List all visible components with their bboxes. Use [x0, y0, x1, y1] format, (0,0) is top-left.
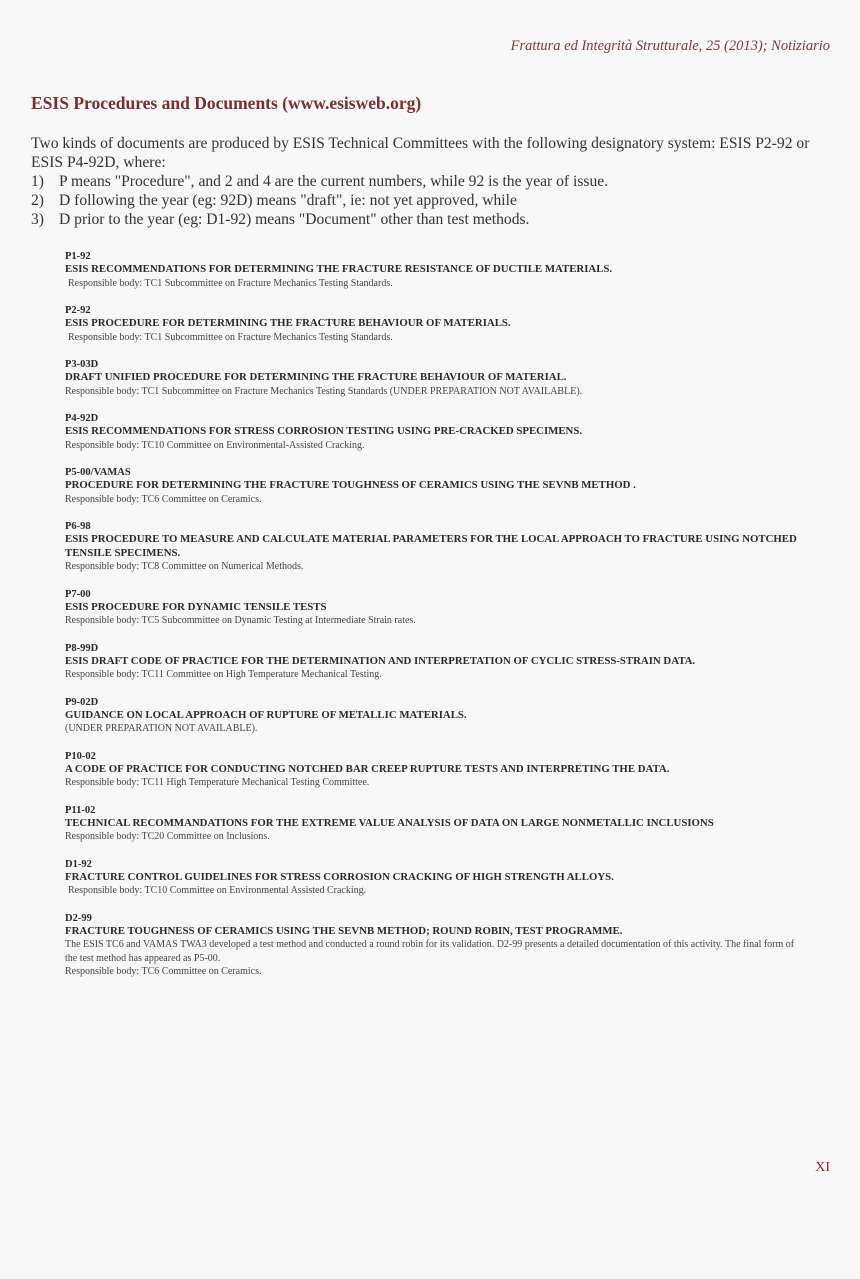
list-item: [31, 191, 831, 210]
list-item-number: 3): [31, 211, 44, 228]
document-responsible-body: Responsible body: TC8 Committee on Numerical Methods.: [65, 561, 304, 572]
document-code: P11-02: [65, 804, 96, 816]
document-title: FRACTURE TOUGHNESS OF CERAMICS USING THE SEVNB METHOD; ROUND ROBIN, TEST PROGRAMME.: [65, 924, 623, 937]
document-entry-p11-02: [65, 804, 805, 844]
intro-block: [31, 134, 831, 229]
document-entry-p6-98: [65, 520, 805, 574]
document-entry-p4-92d: [65, 412, 805, 452]
document-title: TECHNICAL RECOMMANDATIONS FOR THE EXTREME VALUE ANALYSIS OF DATA ON LARGE NONMETALLIC INCLUSIONS: [65, 816, 714, 829]
document-code: D2-99: [65, 912, 92, 924]
document-responsible-body: Responsible body: TC1 Subcommittee on Fracture Mechanics Testing Standards.: [68, 277, 393, 289]
list-item-text: D following the year (eg: 92D) means "draft", ie: not yet approved, while: [59, 192, 517, 209]
list-item: [31, 172, 831, 191]
document-title: A CODE OF PRACTICE FOR CONDUCTING NOTCHED BAR CREEP RUPTURE TESTS AND INTERPRETING THE DATA.: [65, 762, 670, 775]
page-number: XI: [815, 1160, 830, 1175]
document-title: PROCEDURE FOR DETERMINING THE FRACTURE TOUGHNESS OF CERAMICS USING THE SEVNB METHOD .: [65, 479, 636, 491]
document-responsible-body: Responsible body: TC1 Subcommittee on Fracture Mechanics Testing Standards.: [68, 331, 393, 343]
document-code: P9-02D: [65, 696, 99, 708]
document-title: ESIS RECOMMENDATIONS FOR DETERMINING THE FRACTURE RESISTANCE OF DUCTILE MATERIALS.: [65, 263, 613, 275]
document-responsible-body: Responsible body: TC10 Committee on Environmental Assisted Cracking.: [68, 885, 367, 896]
document-entry-d1-92: [65, 858, 805, 898]
document-entry-p7-00: [65, 588, 805, 628]
document-code: D1-92: [65, 858, 92, 870]
document-responsible-body: Responsible body: TC11 High Temperature Mechanical Testing Committee.: [65, 777, 370, 788]
document-entry-p5-00-vamas: [65, 466, 805, 506]
document-entry-p9-02d: [65, 696, 805, 736]
document-code: P2-92: [65, 305, 91, 316]
document-code: P1-92: [65, 251, 91, 262]
document-responsible-body: Responsible body: TC10 Committee on Environmental-Assisted Cracking.: [65, 439, 365, 451]
list-item-number: 2): [31, 192, 44, 209]
list-item-number: 1): [31, 173, 44, 190]
intro-list: [31, 172, 831, 229]
running-header: Frattura ed Integrità Strutturale, 25 (2013); Notiziario: [510, 38, 830, 54]
document-code: P4-92D: [65, 413, 99, 424]
document-code: P5-00/VAMAS: [65, 467, 131, 478]
document-title: ESIS PROCEDURE TO MEASURE AND CALCULATE MATERIAL PARAMETERS FOR THE LOCAL APPROACH TO FRACTURE USING NOTCHED TENSILE SPECIMENS.: [65, 533, 797, 559]
document-entry-p1-92: [65, 250, 805, 290]
document-description: The ESIS TC6 and VAMAS TWA3 developed a test method and conducted a round robin for its validation. D2-99 presents a detailed documentation of this activity. The final form of the test method has appeared as P5-00.: [65, 939, 795, 964]
document-code: P6-98: [65, 521, 91, 532]
document-title: ESIS PROCEDURE FOR DETERMINING THE FRACTURE BEHAVIOUR OF MATERIALS.: [65, 317, 511, 329]
list-item-text: D prior to the year (eg: D1-92) means "Document" other than test methods.: [59, 211, 530, 228]
document-entry-d2-99: [65, 912, 805, 979]
document-entry-p8-99d: [65, 642, 805, 682]
document-entry-p10-02: [65, 750, 805, 790]
section-title: ESIS Procedures and Documents (www.esisweb.org): [31, 93, 422, 113]
document-code: P8-99D: [65, 642, 99, 654]
document-responsible-body: Responsible body: TC6 Committee on Ceramics.: [65, 966, 262, 977]
document-title: GUIDANCE ON LOCAL APPROACH OF RUPTURE OF METALLIC MATERIALS.: [65, 708, 467, 721]
document-responsible-body: Responsible body: TC5 Subcommittee on Dynamic Testing at Intermediate Strain rates.: [65, 615, 416, 626]
document-list: [65, 250, 805, 993]
document-entry-p3-03d: [65, 358, 805, 398]
document-title: ESIS PROCEDURE FOR DYNAMIC TENSILE TESTS: [65, 600, 327, 613]
document-entry-p2-92: [65, 304, 805, 344]
document-responsible-body: Responsible body: TC20 Committee on Inclusions.: [65, 831, 270, 842]
document-title: ESIS RECOMMENDATIONS FOR STRESS CORROSION TESTING USING PRE-CRACKED SPECIMENS.: [65, 425, 583, 437]
document-responsible-body: (UNDER PREPARATION NOT AVAILABLE).: [65, 723, 258, 734]
document-responsible-body: Responsible body: TC11 Committee on High Temperature Mechanical Testing.: [65, 669, 382, 680]
intro-paragraph: Two kinds of documents are produced by ESIS Technical Committees with the following designatory system: ESIS P2-92 or ESIS P4-92D, where:: [31, 135, 810, 171]
document-code: P10-02: [65, 750, 96, 762]
document-title: ESIS DRAFT CODE OF PRACTICE FOR THE DETERMINATION AND INTERPRETATION OF CYCLIC STRESS-STRAIN DATA.: [65, 654, 696, 667]
list-item-text: P means "Procedure", and 2 and 4 are the current numbers, while 92 is the year of issue.: [59, 173, 609, 190]
document-responsible-body: Responsible body: TC6 Committee on Ceramics.: [65, 493, 262, 505]
document-responsible-body: Responsible body: TC1 Subcommittee on Fracture Mechanics Testing Standards (UNDER PREPARATION NOT AVAILABLE).: [65, 385, 583, 397]
list-item: [31, 210, 831, 229]
document-code: P7-00: [65, 588, 91, 600]
document-title: FRACTURE CONTROL GUIDELINES FOR STRESS CORROSION CRACKING OF HIGH STRENGTH ALLOYS.: [65, 870, 614, 883]
document-title: DRAFT UNIFIED PROCEDURE FOR DETERMINING THE FRACTURE BEHAVIOUR OF MATERIAL.: [65, 371, 567, 383]
document-code: P3-03D: [65, 359, 99, 370]
